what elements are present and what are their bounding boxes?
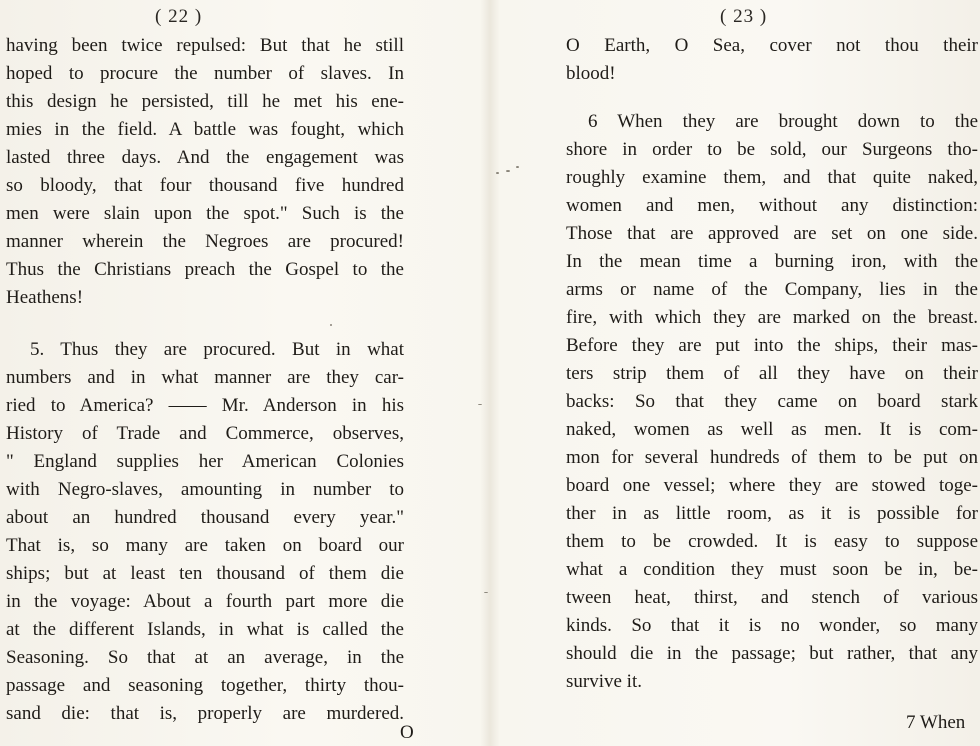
text-line: at the different Islands, in what is called the bbox=[6, 619, 404, 640]
paper-speck bbox=[516, 166, 519, 168]
text-line: them to be crowded. It is easy to suppose bbox=[566, 531, 978, 552]
text-line: sand die: that is, properly are murdered. bbox=[6, 703, 404, 724]
text-line: lasted three days. And the engagement was bbox=[6, 147, 404, 168]
text-line: " England supplies her American Colonies bbox=[6, 451, 404, 472]
left-page bbox=[0, 0, 470, 746]
text-line: so bloody, that four thousand five hundred bbox=[6, 175, 404, 196]
text-line: what a condition they must soon be in, be- bbox=[566, 559, 978, 580]
page-number: ( 23 ) bbox=[720, 6, 768, 27]
text-line: ships; but at least ten thousand of them die bbox=[6, 563, 404, 584]
text-line: mon for several hundreds of them to be put on bbox=[566, 447, 978, 468]
text-line: should die in the passage; but rather, that any bbox=[566, 643, 978, 664]
paper-speck bbox=[484, 592, 488, 593]
right-page bbox=[520, 0, 980, 746]
paper-speck bbox=[506, 170, 510, 172]
text-line: in the voyage: About a fourth part more die bbox=[6, 591, 404, 612]
paper-speck bbox=[496, 172, 499, 174]
text-line: ried to America? —— Mr. Anderson in his bbox=[6, 395, 404, 416]
text-line: women and men, without any distinction: bbox=[566, 195, 978, 216]
text-line: roughly examine them, and that quite naked, bbox=[566, 167, 978, 188]
text-line: fire, with which they are marked on the breast. bbox=[566, 307, 978, 328]
text-line: ters strip them of all they have on their bbox=[566, 363, 978, 384]
text-line: kinds. So that it is no wonder, so many bbox=[566, 615, 978, 636]
text-line: O Earth, O Sea, cover not thou their bbox=[566, 35, 978, 56]
text-line: Seasoning. So that at an average, in the bbox=[6, 647, 404, 668]
text-line: naked, women as well as men. It is com- bbox=[566, 419, 978, 440]
paragraph-start: 5. Thus they are procured. But in what bbox=[30, 339, 404, 360]
text-line: passage and seasoning together, thirty thou- bbox=[6, 675, 404, 696]
page-number: ( 22 ) bbox=[155, 6, 203, 27]
text-line: survive it. bbox=[566, 671, 642, 692]
text-line: History of Trade and Commerce, observes, bbox=[6, 423, 404, 444]
text-line: ther in as little room, as it is possible for bbox=[566, 503, 978, 524]
text-line: about an hundred thousand every year." bbox=[6, 507, 404, 528]
text-line: with Negro-slaves, amounting in number to bbox=[6, 479, 404, 500]
text-line: In the mean time a burning iron, with the bbox=[566, 251, 978, 272]
text-line: numbers and in what manner are they car- bbox=[6, 367, 404, 388]
catchword: O bbox=[400, 722, 414, 743]
text-line: Heathens! bbox=[6, 287, 84, 308]
paper-speck bbox=[330, 324, 332, 326]
catchword: 7 When bbox=[906, 712, 966, 733]
text-line: backs: So that they came on board stark bbox=[566, 391, 978, 412]
text-line: arms or name of the Company, lies in the bbox=[566, 279, 978, 300]
text-line: having been twice repulsed: But that he still bbox=[6, 35, 404, 56]
text-line: manner wherein the Negroes are procured! bbox=[6, 231, 404, 252]
text-line: this design he persisted, till he met his ene- bbox=[6, 91, 404, 112]
text-line: tween heat, thirst, and stench of various bbox=[566, 587, 978, 608]
text-line: board one vessel; where they are stowed toge- bbox=[566, 475, 978, 496]
text-line: men were slain upon the spot." Such is the bbox=[6, 203, 404, 224]
text-line: That is, so many are taken on board our bbox=[6, 535, 404, 556]
paper-speck bbox=[478, 404, 482, 405]
text-line: blood! bbox=[566, 63, 616, 84]
paragraph-start: 6 When they are brought down to the bbox=[588, 111, 978, 132]
text-line: Those that are approved are set on one side. bbox=[566, 223, 978, 244]
text-line: mies in the field. A battle was fought, which bbox=[6, 119, 404, 140]
text-line: Before they are put into the ships, their mas- bbox=[566, 335, 978, 356]
text-line: shore in order to be sold, our Surgeons tho- bbox=[566, 139, 978, 160]
text-line: Thus the Christians preach the Gospel to the bbox=[6, 259, 404, 280]
text-line: hoped to procure the number of slaves. In bbox=[6, 63, 404, 84]
